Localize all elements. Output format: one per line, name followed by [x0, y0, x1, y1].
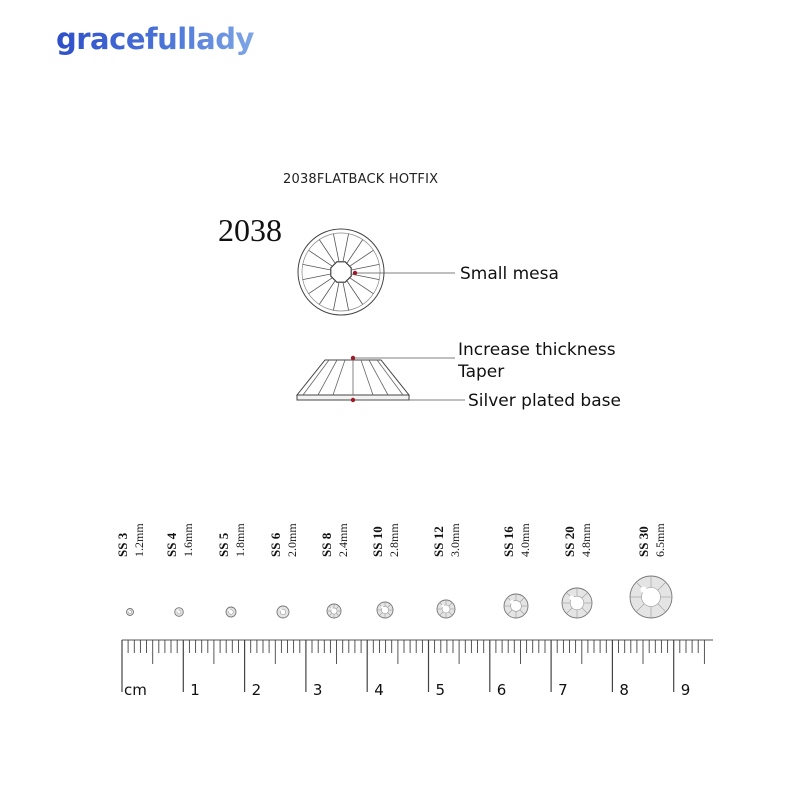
stone-sample: [327, 604, 341, 618]
ruler-unit-label: cm: [124, 681, 147, 699]
size-mm-label: [518, 497, 544, 557]
size-ss-text: SS 12: [431, 526, 446, 557]
ruler-number: 2: [251, 681, 262, 699]
size-ss-text: SS 20: [562, 526, 577, 557]
label-taper: Taper: [458, 362, 505, 382]
ruler-number: 3: [312, 681, 323, 699]
stone-samples: [127, 576, 673, 618]
stone-side-view: [297, 360, 409, 400]
size-ss-text: SS 5: [216, 532, 231, 557]
stone-sample: [630, 576, 672, 618]
size-mm-label: [285, 497, 311, 557]
ruler-number: 8: [619, 681, 629, 699]
size-mm-label: [448, 497, 474, 557]
stone-sample: [226, 607, 236, 617]
size-ss-text: SS 30: [636, 526, 651, 557]
stone-sample: [504, 594, 528, 618]
size-mm-label: [181, 497, 207, 557]
size-mm-label: [387, 497, 413, 557]
size-ss-text: SS 16: [501, 526, 516, 557]
ruler-number: 7: [558, 681, 568, 699]
label-silver-plated-base: Silver plated base: [468, 391, 621, 411]
size-mm-text: 4.8mm: [579, 523, 593, 557]
callout-dot-base: [351, 398, 355, 402]
callout-dot-thickness: [351, 356, 355, 360]
ruler-number: 6: [496, 681, 507, 699]
size-ss-text: SS 6: [268, 532, 283, 557]
diagram-heading: 2038FLATBACK HOTFIX: [283, 172, 439, 187]
size-mm-text: 1.8mm: [233, 523, 247, 557]
size-mm-label: [336, 497, 362, 557]
size-ss-text: SS 8: [319, 532, 334, 557]
size-mm-text: 2.8mm: [387, 523, 401, 557]
size-ss-text: SS 4: [164, 532, 179, 557]
size-mm-text: 1.6mm: [181, 523, 195, 557]
callout-dot-mesa: [353, 271, 357, 275]
ruler-number: 9: [680, 681, 691, 699]
size-mm-label: [233, 497, 259, 557]
size-mm-text: 1.2mm: [132, 523, 146, 557]
stone-sample: [562, 588, 592, 618]
size-mm-label: [132, 497, 158, 557]
ruler-number: 5: [435, 681, 446, 699]
size-ss-text: SS 3: [115, 532, 130, 557]
stone-top-view: [298, 229, 384, 315]
model-number: 2038: [218, 212, 282, 248]
label-small-mesa: Small mesa: [460, 264, 559, 284]
size-mm-label: [653, 497, 679, 557]
size-mm-text: 3.0mm: [448, 523, 462, 557]
stone-sample: [175, 608, 184, 617]
size-mm-label: [579, 497, 605, 557]
size-mm-text: 4.0mm: [518, 523, 532, 557]
size-ss-text: SS 10: [370, 526, 385, 557]
ruler-number: 4: [374, 681, 384, 699]
ruler-number: 1: [190, 681, 200, 699]
size-mm-text: 2.0mm: [285, 523, 299, 557]
size-mm-text: 2.4mm: [336, 523, 350, 557]
size-mm-text: 6.5mm: [653, 523, 667, 557]
stone-sample: [437, 600, 455, 618]
label-increase-thickness: Increase thickness: [458, 340, 616, 360]
stone-sample: [127, 609, 134, 616]
brand-logo: gracefullady: [56, 22, 254, 56]
stone-sample: [277, 606, 289, 618]
stone-sample: [377, 602, 393, 618]
